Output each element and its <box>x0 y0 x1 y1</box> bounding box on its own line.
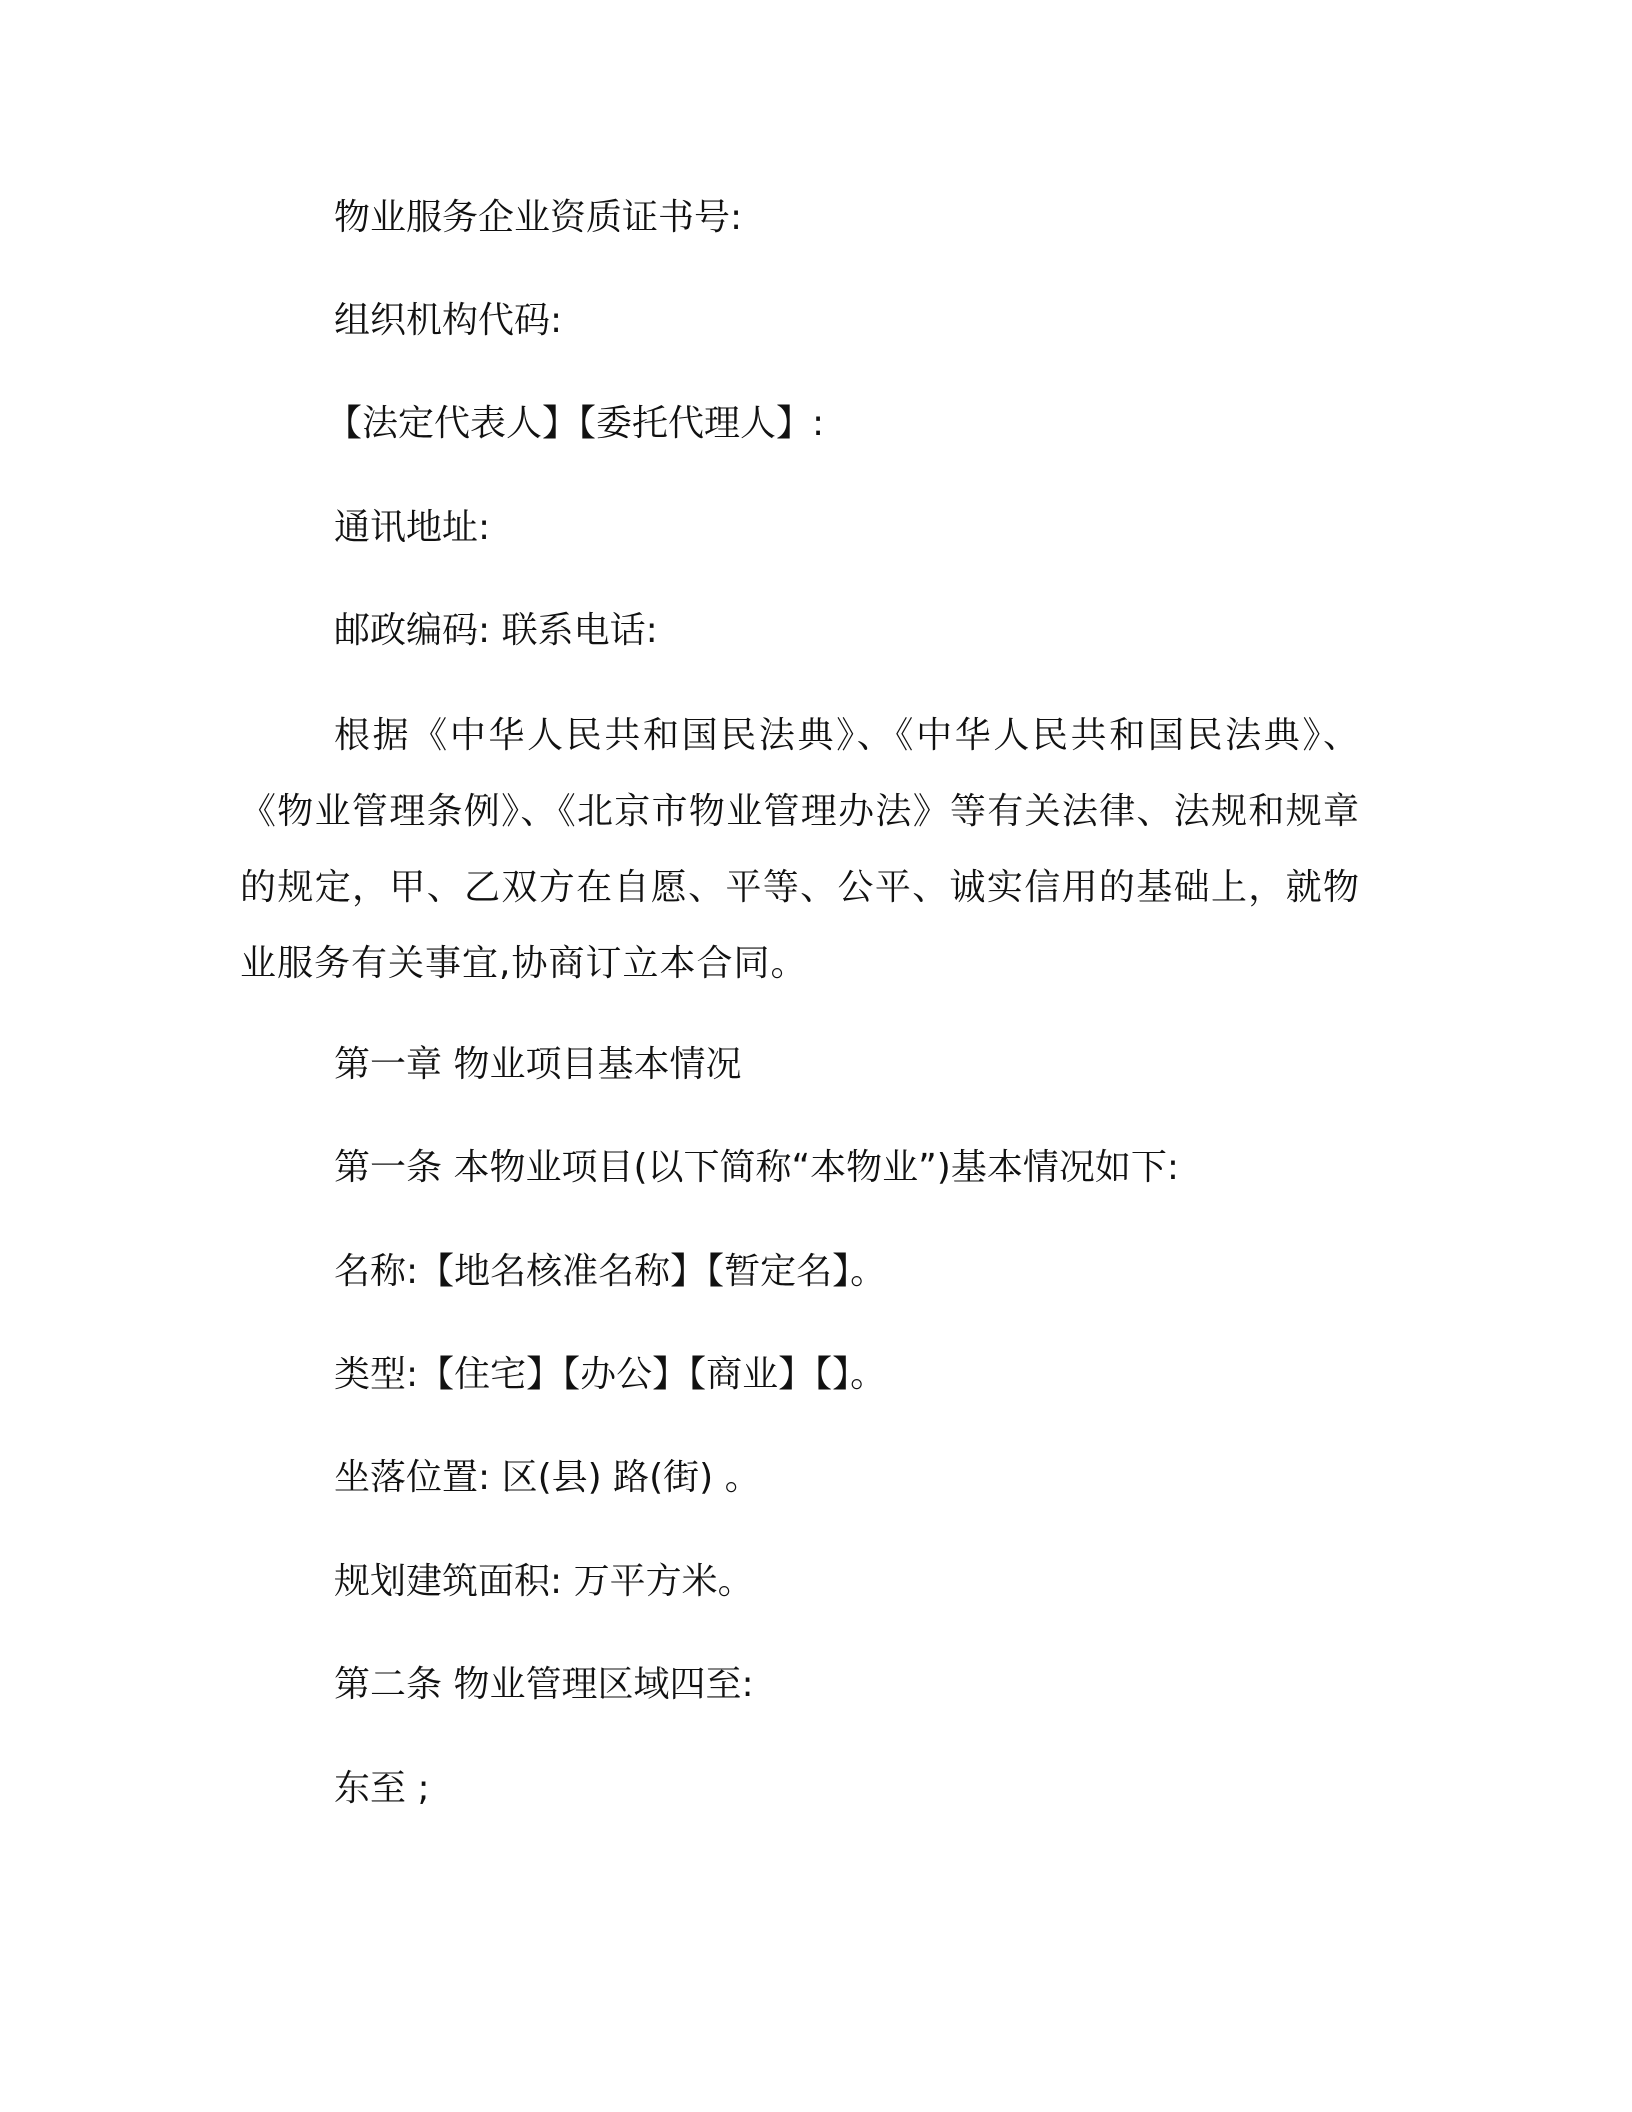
chapter-heading: 第一章 物业项目基本情况 <box>334 1044 742 1085</box>
article-2: 第二条 物业管理区域四至: <box>334 1664 754 1705</box>
property-name-line: 名称:【地名核准名称】【暂定名】。 <box>334 1251 887 1292</box>
org-code-line: 组织机构代码: <box>334 300 563 341</box>
property-type-line: 类型:【住宅】【办公】【商业】【】。 <box>334 1354 887 1395</box>
qualification-cert-line: 物业服务企业资质证书号: <box>334 197 743 238</box>
article-1: 第一条 本物业项目(以下简称“本物业”)基本情况如下: <box>334 1147 1179 1188</box>
legal-rep-line: 【法定代表人】【委托代理人】: <box>326 403 825 444</box>
postcode-phone-line: 邮政编码: 联系电话: <box>334 610 658 651</box>
property-location-line: 坐落位置: 区(县) 路(街) 。 <box>334 1457 761 1498</box>
preamble-paragraph: 根据《中华人民共和国民法典》、《中华人民共和国民法典》、《物业管理条例》、《北京市物业管理办法》等有关法律、法规和规章的规定，甲、乙双方在自愿、平等、公平、诚实信用的基础上，就物业服务有关事宜,协商订立本合同。 <box>240 715 1360 984</box>
planned-area-line: 规划建筑面积: 万平方米。 <box>334 1561 754 1602</box>
address-line: 通讯地址: <box>334 507 491 548</box>
east-boundary-line: 东至 ; <box>334 1768 430 1809</box>
